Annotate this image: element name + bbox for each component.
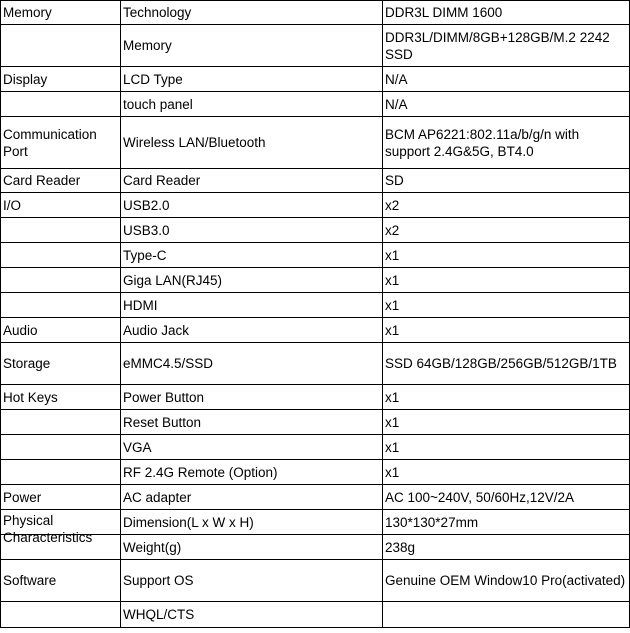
table-row	[1, 602, 630, 628]
table-row	[1, 485, 630, 510]
table-row	[1, 410, 630, 435]
table-row	[1, 25, 630, 67]
cell-category	[1, 268, 121, 293]
cell-value: x1	[383, 293, 630, 318]
cell-value: x1	[383, 318, 630, 343]
cell-value: AC 100~240V, 50/60Hz,12V/2A	[383, 485, 630, 510]
cell-category	[1, 460, 121, 485]
cell-category: Communication Port	[1, 117, 121, 169]
cell-category: I/O	[1, 193, 121, 218]
cell-value: x2	[383, 193, 630, 218]
table-row	[1, 117, 630, 169]
table-row	[1, 385, 630, 410]
cell-category-text: Physical Characteristics	[3, 513, 93, 545]
cell-item: Support OS	[121, 560, 383, 602]
table-row	[1, 510, 630, 535]
cell-item: Card Reader	[121, 169, 383, 193]
cell-item: eMMC4.5/SSD	[121, 343, 383, 385]
cell-item: USB2.0	[121, 193, 383, 218]
table-row	[1, 193, 630, 218]
table-row	[1, 318, 630, 343]
cell-value: x1	[383, 410, 630, 435]
cell-value: x2	[383, 218, 630, 243]
cell-category	[1, 92, 121, 117]
cell-category: Display	[1, 67, 121, 92]
cell-value: x1	[383, 460, 630, 485]
table-row	[1, 343, 630, 385]
cell-value: SD	[383, 169, 630, 193]
cell-item: Giga LAN(RJ45)	[121, 268, 383, 293]
table-row	[1, 92, 630, 117]
cell-item: LCD Type	[121, 67, 383, 92]
cell-item: HDMI	[121, 293, 383, 318]
table-row	[1, 535, 630, 560]
cell-value: N/A	[383, 92, 630, 117]
cell-item: Wireless LAN/Bluetooth	[121, 117, 383, 169]
cell-value: DDR3L/DIMM/8GB+128GB/M.2 2242 SSD	[383, 25, 630, 67]
table-row	[1, 1, 630, 25]
cell-category: Audio	[1, 318, 121, 343]
cell-value: N/A	[383, 67, 630, 92]
cell-value: Genuine OEM Window10 Pro(activated)	[383, 560, 630, 602]
cell-value: x1	[383, 435, 630, 460]
cell-category	[1, 435, 121, 460]
cell-category	[1, 510, 121, 545]
cell-item: Dimension(L x W x H)	[121, 510, 383, 535]
cell-item: Weight(g)	[121, 535, 383, 560]
cell-item: Memory	[121, 25, 383, 67]
cell-value: SSD 64GB/128GB/256GB/512GB/1TB	[383, 343, 630, 385]
cell-item: USB3.0	[121, 218, 383, 243]
spec-table-body	[1, 1, 630, 628]
cell-category: Hot Keys	[1, 385, 121, 410]
table-row	[1, 169, 630, 193]
table-row	[1, 243, 630, 268]
table-row	[1, 218, 630, 243]
cell-item: WHQL/CTS	[121, 602, 383, 628]
cell-value: 238g	[383, 535, 630, 560]
cell-value: BCM AP6221:802.11a/b/g/n with support 2.4G&5G, BT4.0	[383, 117, 630, 169]
cell-category: Software	[1, 560, 121, 602]
cell-item: Technology	[121, 1, 383, 25]
cell-item: RF 2.4G Remote (Option)	[121, 460, 383, 485]
cell-item: AC adapter	[121, 485, 383, 510]
cell-item: Type-C	[121, 243, 383, 268]
cell-value	[383, 602, 630, 628]
cell-category	[1, 602, 121, 628]
cell-item: touch panel	[121, 92, 383, 117]
cell-category	[1, 243, 121, 268]
cell-value: x1	[383, 268, 630, 293]
cell-category	[1, 410, 121, 435]
table-row	[1, 435, 630, 460]
cell-category	[1, 218, 121, 243]
cell-item: Power Button	[121, 385, 383, 410]
table-row	[1, 67, 630, 92]
cell-value: x1	[383, 385, 630, 410]
cell-category: Card Reader	[1, 169, 121, 193]
cell-item: Reset Button	[121, 410, 383, 435]
cell-value: x1	[383, 243, 630, 268]
cell-value: DDR3L DIMM 1600	[383, 1, 630, 25]
cell-item: VGA	[121, 435, 383, 460]
cell-category: Storage	[1, 343, 121, 385]
cell-value: 130*130*27mm	[383, 510, 630, 535]
table-row	[1, 460, 630, 485]
cell-category	[1, 293, 121, 318]
cell-item: Audio Jack	[121, 318, 383, 343]
cell-category: Power	[1, 485, 121, 510]
cell-category	[1, 25, 121, 67]
table-row	[1, 293, 630, 318]
cell-category: Memory	[1, 1, 121, 25]
table-row	[1, 268, 630, 293]
table-row	[1, 560, 630, 602]
